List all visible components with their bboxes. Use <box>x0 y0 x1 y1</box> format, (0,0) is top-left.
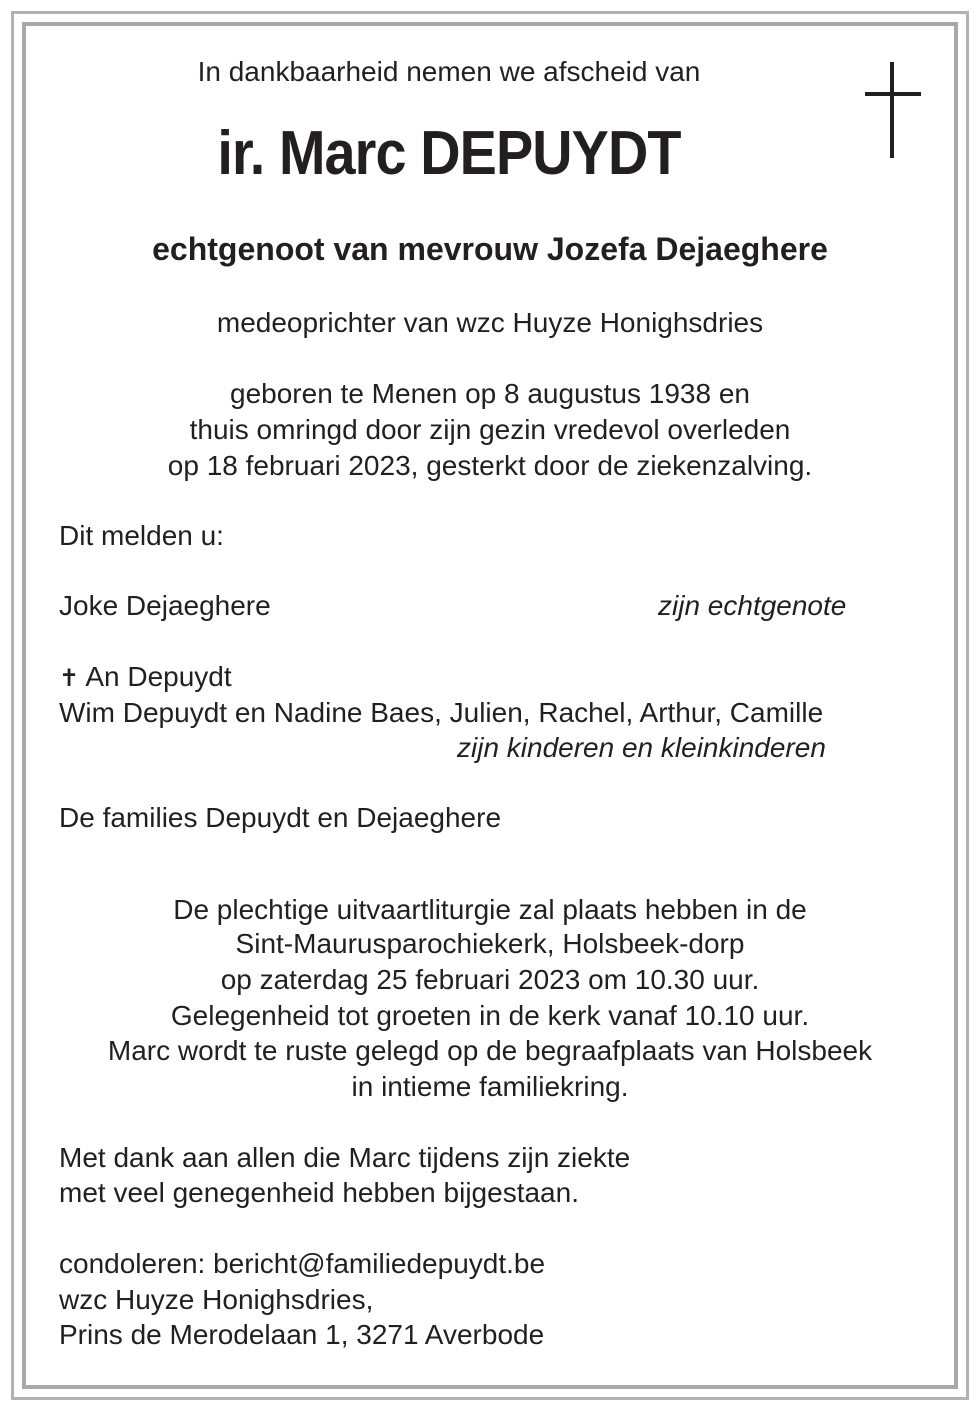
role-line: medeoprichter van wzc Huyze Honighsdries <box>216 307 764 338</box>
funeral-line-2: Sint-Maurusparochiekerk, Holsbeek-dorp <box>235 928 745 959</box>
child-1-name: An Depuydt <box>85 661 232 692</box>
birth-line-3: op 18 februari 2023, gesterkt door de ziekenzalving. <box>167 450 813 481</box>
funeral-line-3: op zaterdag 25 februari 2023 om 10.30 uur. <box>220 964 760 995</box>
child-1-row <box>59 660 232 696</box>
birth-line-2: thuis omringd door zijn gezin vredevol overleden <box>189 414 791 445</box>
address-line-2: Prins de Merodelaan 1, 3271 Averbode <box>59 1319 545 1350</box>
deceased-name: ir. Marc DEPUYDT <box>217 119 681 188</box>
funeral-line-5: Marc wordt te ruste gelegd op de begraafplaats van Holsbeek <box>107 1035 873 1066</box>
funeral-line-6: in intieme familiekring. <box>351 1071 629 1102</box>
condolences-email: condoleren: bericht@familiedepuydt.be <box>59 1248 546 1279</box>
funeral-line-4: Gelegenheid tot groeten in de kerk vanaf 10.10 uur. <box>170 1000 810 1031</box>
child-2-line: Wim Depuydt en Nadine Baes, Julien, Rachel, Arthur, Camille <box>59 697 824 728</box>
address-line-1: wzc Huyze Honighsdries, <box>59 1284 374 1315</box>
deceased-cross-icon: ✝ <box>59 665 80 692</box>
spouse-relation: zijn echtgenote <box>658 590 847 621</box>
announcers-heading: Dit melden u: <box>59 520 224 551</box>
thanks-line-2: met veel genegenheid hebben bijgestaan. <box>59 1177 579 1208</box>
funeral-line-1: De plechtige uitvaartliturgie zal plaats hebben in de <box>173 894 807 925</box>
thanks-line-1: Met dank aan allen die Marc tijdens zijn ziekte <box>59 1142 631 1173</box>
birth-line-1: geboren te Menen op 8 augustus 1938 en <box>230 378 750 409</box>
intro-text: In dankbaarheid nemen we afscheid van <box>197 56 701 87</box>
children-relation: zijn kinderen en kleinkinderen <box>457 732 826 763</box>
families-line: De families Depuydt en Dejaeghere <box>59 802 502 833</box>
spouse-line: echtgenoot van mevrouw Jozefa Dejaeghere <box>152 231 828 267</box>
spouse-name: Joke Dejaeghere <box>59 590 271 621</box>
